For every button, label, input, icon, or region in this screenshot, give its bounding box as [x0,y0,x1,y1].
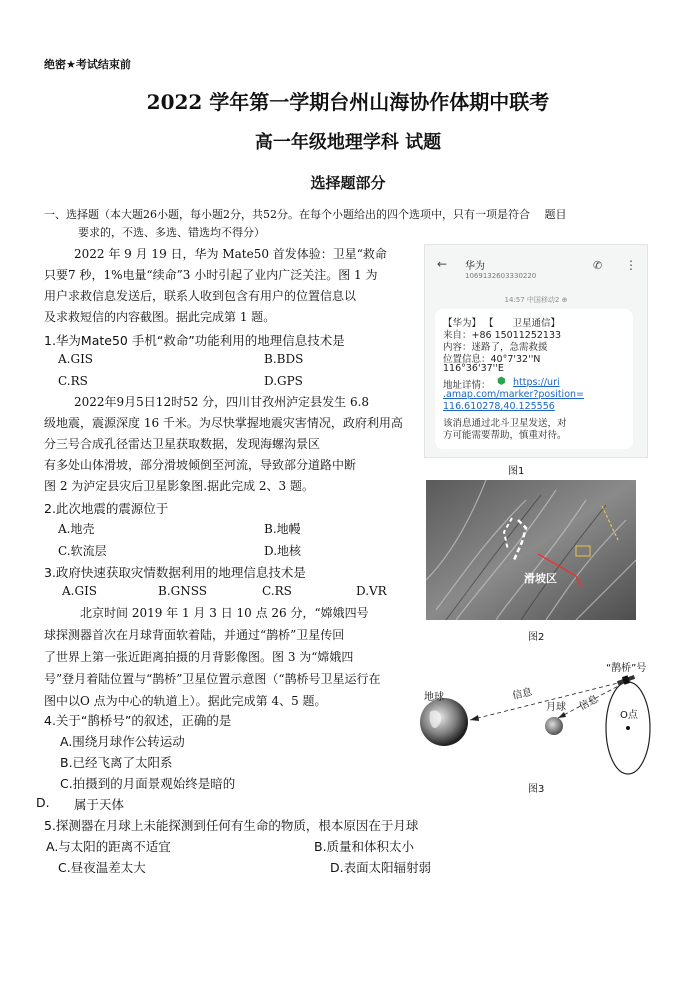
passage3-line: 号”登月着陆位置与“鹊桥”卫星位置示意图（“鹊桥号卫星运行在 [44,672,381,686]
q2-option-d: D.地核 [264,544,302,558]
q1-option-b: B.BDS [264,352,304,366]
sms-line: 该消息通过北斗卫星发送，对 [443,418,567,429]
q5-option-b: B.质量和体积太小 [314,839,415,854]
q4-option-d-letter: D. [36,795,50,810]
figure-2-satellite-image [426,480,636,620]
passage3-line: 北京时间 2019 年 1 月 3 日 10 点 26 分，“嫦娥四号 [80,606,369,620]
passage1-line: 用户求救信息发送后，联系人收到包含有用户的位置信息以 [44,289,357,303]
moon-label: 月球 [546,702,566,713]
q3-option-d: D.VR [356,584,387,598]
q3-option-a: A.GIS [62,584,98,598]
passage3-line: 球探测器首次在月球背面软着陆，并通过“鹊桥”卫星传回 [44,628,345,642]
q2-option-c: C.软流层 [58,544,107,558]
back-arrow-icon: ← [437,257,448,271]
q5-option-a: A.与太阳的距离不适宜 [46,839,171,854]
landslide-zone-label: 滑坡区 [524,572,557,585]
question-4-stem: 4.关于“鹊桥号”的叙述，正确的是 [44,713,232,728]
sms-link[interactable]: https://uri [513,377,560,388]
passage3-line: 了世界上第一张近距离拍摄的月背影像图。图 3 为“嫦娥四 [44,650,354,664]
moon-icon [545,717,563,735]
more-vertical-icon: ⋮ [625,258,637,272]
info-label-1: 信息 [511,686,534,702]
q3-option-c: C.RS [262,584,292,598]
queqiao-label: “鹊桥”号 [606,663,647,674]
sms-line: 地址详情： [443,380,491,391]
figure-2-caption: 图2 [528,632,545,643]
sms-line: 方可能需要帮助，慎重对待。 [443,430,567,441]
instructions-line-2: 要求的，不选、多选、错选均不得分） [78,226,265,239]
figure-3-caption: 图3 [528,784,545,795]
passage2-line: 有多处山体滑坡，部分滑坡倾倒至河流，导致部分道路中断 [44,458,357,472]
instructions-line-1: 一、选择题（本大题26小题，每小题2分，共52分。在每个小题给出的四个选项中，只有一项是符合 题目 [44,208,567,221]
sms-line: 116°36'37''E [443,363,504,374]
passage3-line: 图中以O 点为中心的轨道上）。据此完成第 4、5 题。 [44,694,327,708]
earth-label: 地球 [424,692,444,703]
sms-line: 来自：+86 15011252133 [443,330,562,341]
q2-option-b: B.地幔 [264,522,301,536]
passage2-line: 2022年9月5日12时52 分，四川甘孜州泸定县发生 6.8 [74,395,370,409]
sms-bubble [435,309,633,449]
q1-option-c: C.RS [58,374,88,388]
q4-option-d: 属于天体 [74,797,125,812]
section-title: 选择题部分 [310,174,386,192]
info-label-2: 信息 [577,693,601,713]
passage1-line: 2022 年 9 月 19 日，华为 Mate50 首发体验：卫星“救命 [74,247,387,261]
shield-check-icon: ⬢ [497,376,506,387]
q3-option-b: B.GNSS [158,584,207,598]
o-point-label: O点 [620,710,638,721]
passage1-line: 及求救短信的内容截图。据此完成第 1 题。 [44,310,276,324]
o-point-marker [626,726,630,730]
q1-option-a: A.GIS [58,352,94,366]
question-2-stem: 2.此次地震的震源位于 [44,501,169,516]
confidential-mark: 绝密★考试结束前 [44,58,131,71]
passage2-line: 分三号合成孔径雷达卫星获取数据，发现海螺沟景区 [44,437,321,451]
figure-1-phone-screenshot [424,244,648,458]
q4-option-c: C.拍摄到的月面景观始终是暗的 [60,776,236,791]
figure-1-caption: 图1 [508,466,525,477]
q2-option-a: A.地壳 [58,522,95,536]
passage2-line: 级地震，震源深度 16 千米。为尽快掌握地震灾害情况，政府利用高 [44,416,403,430]
sms-link[interactable]: 116.610278,40.125556 [443,401,555,412]
question-5-stem: 5.探测器在月球上未能探测到任何有生命的物质，根本原因在于月球 [44,818,419,833]
sms-sender-number: 1069132603330220 [465,272,537,280]
question-3-stem: 3.政府快速获取灾情数据利用的地理信息技术是 [44,565,306,580]
phone-call-icon: ✆ [593,259,603,272]
passage2-line: 图 2 为泸定县灾后卫星影象图.据此完成 2、3 题。 [44,479,314,493]
sms-link[interactable]: .amap.com/marker?position= [443,389,584,400]
sms-time: 14:57 中国移动2 ⊕ [504,296,568,304]
sms-line: 位置信息：40°7'32''N [443,354,541,365]
passage1-line: 只要7 秒，1%电量“续命”3 小时引起了业内广泛关注。图 1 为 [44,268,378,282]
question-1-stem: 1.华为Mate50 手机“救命”功能利用的地理信息技术是 [44,333,345,348]
q5-option-c: C.昼夜温差太大 [58,860,146,875]
q1-option-d: D.GPS [264,374,303,388]
q4-option-b: B.已经飞离了太阳系 [60,755,173,770]
exam-subtitle: 高一年级地理学科 试题 [254,132,442,153]
sms-line: 【华为】 【 卫星通信】 [443,318,561,329]
sms-sender: 华为 [465,261,485,272]
sms-line: 内容：迷路了，急需救援 [443,342,548,353]
earth-icon [420,698,468,746]
q4-option-a: A.围绕月球作公转运动 [60,734,185,749]
q5-option-d: D.表面太阳辐射弱 [330,860,432,875]
exam-title: 2022 学年第一学期台州山海协作体期中联考 [146,90,550,114]
queqiao-satellite-icon [616,673,636,687]
